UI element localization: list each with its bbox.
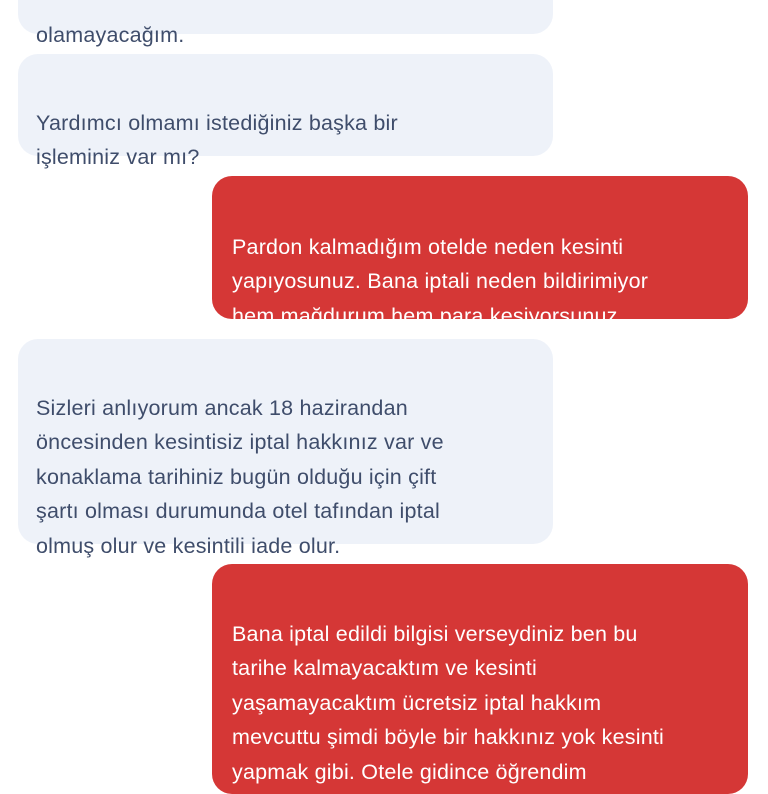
incoming-message-bubble <box>18 0 553 47</box>
message-text: Yardımcı olmamı istediğiniz başka bir işleminiz var mı? <box>36 110 398 169</box>
outgoing-message-bubble <box>212 564 748 794</box>
message-text: Pardon kalmadığım otelde neden kesinti yapıyosunuz. Bana iptali neden bildirimiyor hem mağdurum hem para kesiyorsunuz <box>232 234 649 328</box>
incoming-message-bubble <box>18 339 553 558</box>
outgoing-message-bubble <box>212 176 748 328</box>
incoming-message-bubble <box>18 54 553 169</box>
message-text: Bana iptal edildi bilgisi verseydiniz ben bu tarihe kalmayacaktım ve kesinti yaşamayacaktım ücretsiz iptal hakkım mevcuttu şimdi böyle bir hakkınız yok kesinti yapmak gibi. Otele gidince öğrendim <box>232 621 664 784</box>
message-text: olamayacağım. <box>36 22 185 47</box>
message-text: Sizleri anlıyorum ancak 18 hazirandan öncesinden kesintisiz iptal hakkınız var ve konaklama tarihiniz bugün olduğu için çift şartı olması durumunda otel tafından iptal olmuş olur ve kesintili iade olur. <box>36 395 444 558</box>
